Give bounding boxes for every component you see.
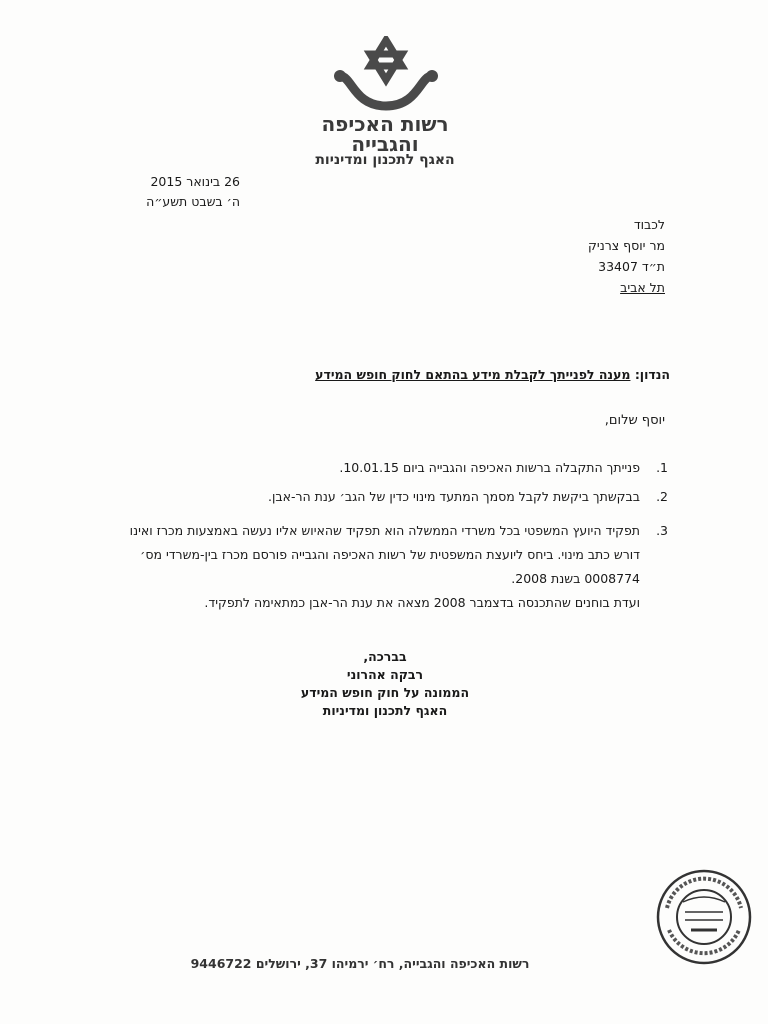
signature-name: רבקה אהרוני: [346, 667, 424, 682]
list-item-number: 1.: [656, 460, 668, 475]
recipient-salutation: לכבוד: [633, 217, 665, 232]
recipient-name: מר יוסף צרניק: [588, 238, 665, 253]
civil-service-stamp-icon: [655, 868, 753, 966]
department-heading: האגף לתכנון ומדיניות: [315, 152, 455, 168]
signature-block: [300, 648, 470, 720]
star-of-david-logo-icon: [330, 36, 442, 116]
org-name: [290, 114, 480, 154]
org-name-line1: רשות האכיפה: [321, 112, 449, 136]
list-item: [120, 485, 668, 509]
recipient-po-box: ת״ד 33407: [598, 259, 665, 274]
list-item-text: פנייתך התקבלה ברשות האכיפה והגבייה ביום 10.01.15.: [339, 460, 640, 475]
date-hebrew: ה׳ בשבט תשע״ה: [146, 194, 240, 209]
date-gregorian: 26 בינואר 2015: [150, 174, 240, 189]
numbered-list: [120, 456, 668, 615]
list-item: [120, 456, 668, 480]
subject-text: מענה לפנייתך לקבלת מידע בהתאם לחוק חופש המידע: [315, 367, 631, 382]
subject-label: הנדון:: [634, 367, 670, 382]
signature-role: הממונה על חוק חופש המידע: [300, 685, 470, 700]
list-item: [120, 519, 668, 615]
list-item-text: תפקיד היועץ המשפטי בכל משרדי הממשלה הוא תפקיד שהאיוש אליו נעשה באמצעות מכרז ואינו דורש כתב מינוי. ביחס ליועצת המשפטית של רשות האכיפה והגבייה פורסם מכרז בין-משרדי מס׳ 0008774 בשנת 2008.: [129, 523, 640, 586]
list-item-text: בבקשתך ביקשת לקבל מסמך המתעד מינוי כדין של הגב׳ ענת הר-אבן.: [268, 489, 640, 504]
subject-line: [200, 367, 670, 382]
footer-address: רשות האכיפה והגבייה, רח׳ ירמיהו 37, ירושלים 9446722: [190, 956, 530, 971]
list-item-number: 3.: [656, 523, 668, 538]
org-name-line2: והגבייה: [351, 132, 419, 156]
list-item-continuation: ועדת בוחנים שהתכנסה בדצמבר 2008 מצאה את ענת הר-אבן כמתאימה לתפקיד.: [204, 595, 640, 610]
recipient-city: תל אביב: [620, 280, 665, 295]
signature-closing: בברכה,: [363, 649, 407, 664]
signature-department: האגף לתכנון ומדיניות: [322, 703, 448, 718]
list-item-number: 2.: [656, 489, 668, 504]
recipient-block: [500, 214, 665, 298]
date-block: [100, 172, 240, 212]
greeting: יוסף שלום,: [604, 413, 665, 428]
